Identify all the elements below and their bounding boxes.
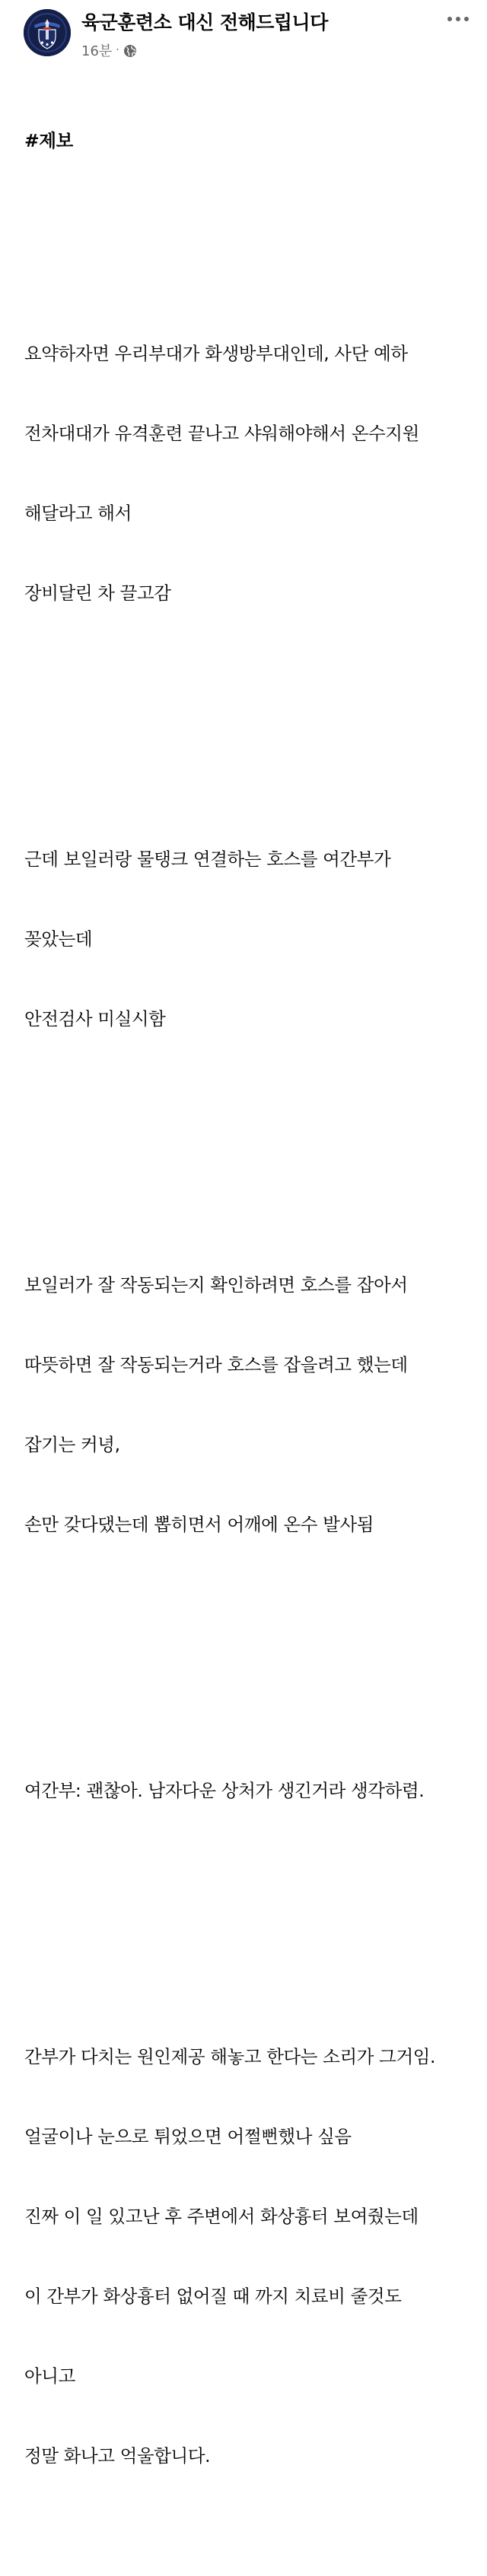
paragraph-1 (24, 287, 481, 660)
paragraph-gap (24, 1139, 481, 1166)
post-meta (81, 40, 137, 60)
text-line: 이 간부가 화상흉터 없어질 때 까지 치료비 줄것도 (24, 2286, 402, 2307)
army-emblem-icon (24, 9, 71, 56)
paragraph-3 (24, 1219, 481, 1591)
text-line: 장비달린 차 끌고감 (24, 582, 171, 604)
paragraph-gap (24, 713, 481, 740)
text-line: 근데 보일러랑 물탱크 연결하는 호스를 여간부가 (24, 849, 391, 870)
text-line: 해달라고 해서 (24, 503, 132, 524)
text-line: 전차대대가 유격훈련 끝나고 샤워해야해서 온수지원 (24, 423, 419, 444)
text-line: 진짜 이 일 있고난 후 주변에서 화상흉터 보여줬는데 (24, 2206, 419, 2227)
text-line: 얼굴이나 눈으로 튀었으면 어쩔뻔했나 싶음 (24, 2126, 352, 2147)
paragraph-4 (24, 1724, 481, 1857)
meta-separator: · (116, 44, 119, 56)
page-name[interactable]: 육군훈련소 대신 전해드립니다 (81, 11, 328, 33)
more-options-button[interactable] (443, 8, 473, 30)
more-options-icon-dot (464, 17, 469, 21)
post-time[interactable]: 16분 (81, 43, 113, 59)
paragraph-gap (24, 1645, 481, 1671)
text-line: 꽂았는데 (24, 928, 93, 950)
text-line: 손만 갖다댔는데 뽑히면서 어깨에 온수 발사됨 (24, 1514, 374, 1535)
paragraph-2 (24, 793, 481, 1086)
text-line: 안전검사 미실시함 (24, 1008, 166, 1029)
paragraph-gap (24, 1911, 481, 1937)
post-hashtag-line (24, 128, 481, 154)
text-line: 따뜻하면 잘 작동되는거라 호스를 잡을려고 했는데 (24, 1354, 408, 1375)
more-options-icon-dot (456, 17, 460, 21)
hashtag-link[interactable]: #제보 (24, 130, 73, 151)
paragraph-5 (24, 1991, 481, 2523)
globe-icon[interactable] (123, 44, 137, 58)
text-line: 요약하자면 우리부대가 화생방부대인데, 사단 예하 (24, 343, 408, 364)
post-header (0, 0, 487, 67)
text-line: 잡기는 커녕, (24, 1434, 120, 1455)
text-line: 아니고 (24, 2365, 75, 2387)
page-avatar[interactable] (24, 9, 71, 56)
post-body (24, 75, 481, 2576)
text-line: 정말 화나고 억울합니다. (24, 2445, 211, 2467)
more-options-icon (447, 17, 452, 21)
text-line: 여간부: 괜찮아. 남자다운 상처가 생긴거라 생각하렴. (24, 1780, 425, 1801)
text-line: 간부가 다치는 원인제공 해놓고 한다는 소리가 그거임. (24, 2046, 436, 2067)
paragraph-gap (24, 208, 481, 234)
text-line: 보일러가 잘 작동되는지 확인하려면 호스를 잡아서 (24, 1274, 408, 1296)
